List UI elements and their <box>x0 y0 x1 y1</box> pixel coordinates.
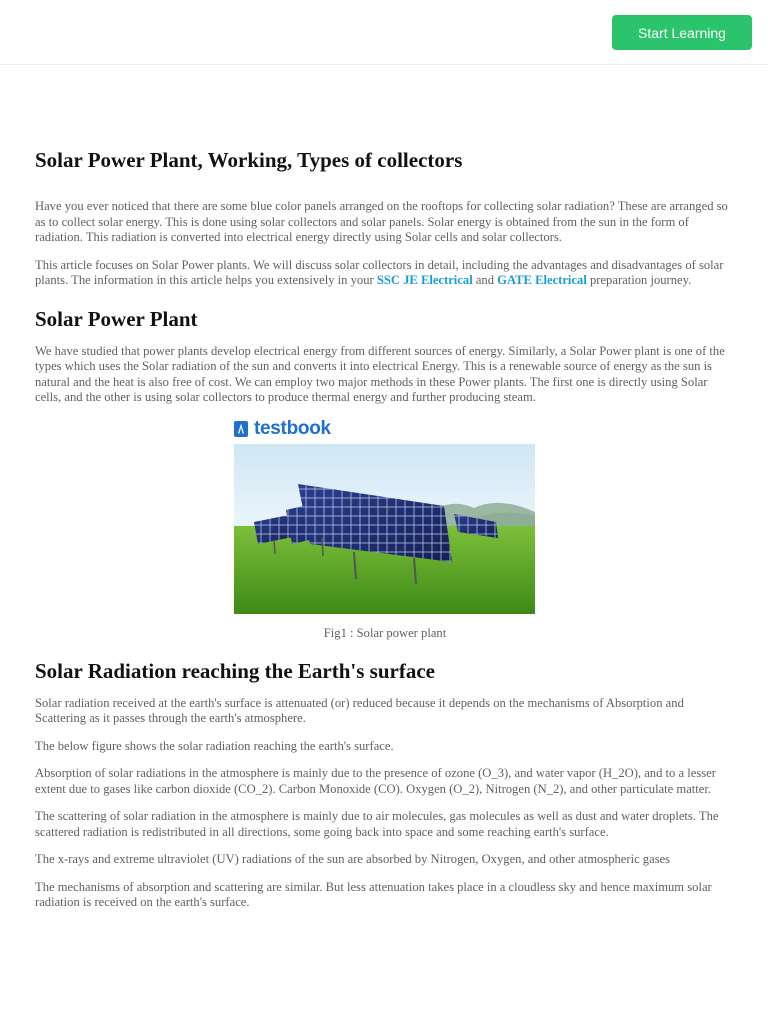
intro-text-post: preparation journey. <box>586 273 692 287</box>
section2-paragraph-1: Solar radiation received at the earth's surface is attenuated (or) reduced because it depends on the mechanisms of Absorption and Scattering as it passes through the earth's atmosphere. <box>35 695 684 725</box>
testbook-logo <box>234 418 735 440</box>
ssc-je-electrical-link[interactable]: SSC JE Electrical <box>376 273 473 287</box>
testbook-logo-text: testbook <box>254 417 331 439</box>
section2-paragraph-6: The mechanisms of absorption and scattering are similar. But less attenuation takes place in a cloudless sky and hence maximum solar radiation is received on the earth's surface. <box>35 879 712 909</box>
intro-paragraph-1: Have you ever noticed that there are some blue color panels arranged on the rooftops for collecting solar radiation? These are arranged so as to collect solar energy. This is done using solar collectors and solar panels. Solar energy is obtained from the sun in the form of radiation. This radiation is converted into electrical energy directly using Solar cells and solar collectors. <box>35 199 728 244</box>
section2-paragraph-2: The below figure shows the solar radiation reaching the earth's surface. <box>35 738 394 753</box>
solar-panels-image <box>234 444 535 614</box>
figure-caption: Fig1 : Solar power plant <box>323 625 447 640</box>
article <box>35 140 735 923</box>
section2-paragraph-3: Absorption of solar radiations in the atmosphere is mainly due to the presence of ozone (O_3), and water vapor (H_2O), and to a lesser extent due to gases like carbon dioxide (CO_2). Carbon Monoxide (CO). Oxygen (O_2), Nitrogen (N_2), and other particulate matter. <box>35 766 716 796</box>
section1-paragraph: We have studied that power plants develop electrical energy from different sources of energy. Similarly, a Solar Power plant is one of the types which uses the Solar radiation of the sun and converts it into electrical Energy. This is a renewable source of energy as the sun is natural and the heat is also free of cost. We can employ two major methods in these Power plants. The first one is directly using Solar cells, and the other is using solar collectors to produce thermal energy and further producing steam. <box>35 343 725 404</box>
section-heading-solar-radiation: Solar Radiation reaching the Earth's surface <box>35 658 435 683</box>
section-heading-solar-power-plant: Solar Power Plant <box>35 306 198 331</box>
testbook-logo-icon <box>234 421 248 437</box>
intro-text-pre: This article focuses on Solar Power plants. We will discuss solar collectors in detail, including the advantages and disadvantages of solar plants. The information in this article helps you extensively in your <box>35 257 724 287</box>
intro-paragraph-2 <box>35 258 735 289</box>
section2-paragraph-4: The scattering of solar radiation in the atmosphere is mainly due to air molecules, gas molecules as well as dust and water droplets. The scattered radiation is redistributed in all directions, some going back into space and some reaching earth's surface. <box>35 809 719 839</box>
section2-paragraph-5: The x-rays and extreme ultraviolet (UV) radiations of the sun are absorbed by Nitrogen, Oxygen, and other atmospheric gases <box>35 852 671 866</box>
gate-electrical-link[interactable]: GATE Electrical <box>497 273 587 287</box>
start-learning-button[interactable]: Start Learning <box>612 15 752 50</box>
top-bar <box>0 0 768 65</box>
page-title: Solar Power Plant, Working, Types of collectors <box>35 148 463 172</box>
figure-solar-plant <box>35 418 735 641</box>
intro-text-mid: and <box>472 273 498 287</box>
